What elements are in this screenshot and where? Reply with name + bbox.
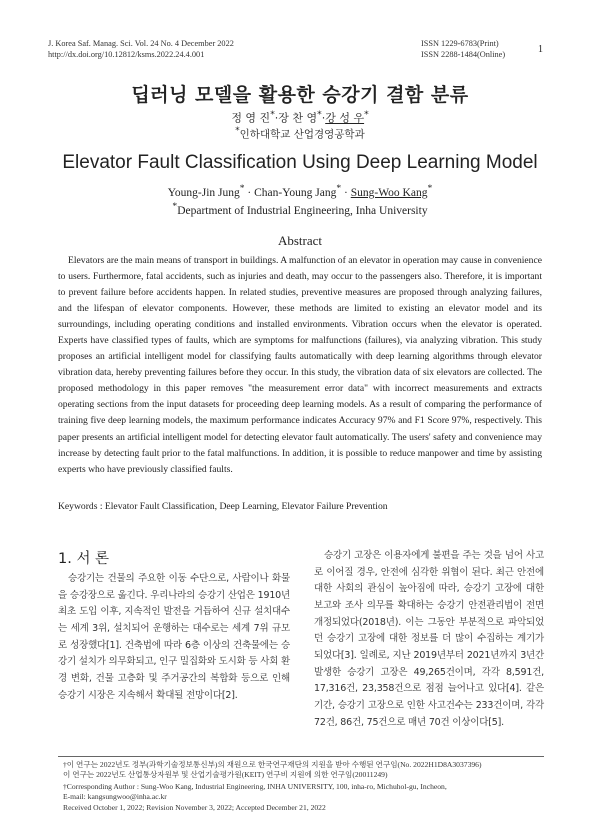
keywords-line [58, 500, 542, 514]
footnote-divider [58, 756, 544, 757]
author-mark: * [336, 183, 342, 194]
korean-author-1: 정 영 진 [231, 111, 271, 125]
intro-paragraph-1: 승강기는 건물의 주요한 이동 수단으로, 사람이나 화물을 승강장으로 옮긴다. 우리나라의 승강기 산업은 1910년 최초 도입 이후, 지속적인 발전을 거듭하여 신규 설치대수는 세계 3위, 설치되어 운행하는 대수로는 세계 7위 규모로 성장했다[1]. 건축법에 따라 6층 이상의 건축물에는 승강기 설치가 의무화되고, 인구 밀집화와 도시화 등 사회 환경 변화, 건물 고층화 및 주거공간의 복합화 등으로 인해 승강기 시장은 지속해서 확대될 전망이다[2]. [58, 573, 290, 701]
english-affiliation [0, 201, 600, 217]
affiliation-mark: * [172, 201, 178, 212]
footnote-funding-2: 이 연구는 2022년도 산업통상자원부 및 산업기술평가원(KEIT) 연구비 지원에 의한 연구임(20011249) [63, 770, 388, 779]
intro-paragraph-2: 승강기 고장은 이용자에게 불편을 주는 것을 넘어 사고로 이어질 경우, 안전에 심각한 위협이 된다. 최근 안전에 대한 사회의 관심이 높아짐에 따라, 승강기 고장에 대한 보고와 조사 의무를 확대하는 승강기 안전관리법이 전면 개정되었다(2018년). 이는 그동안 부분적으로 파악되었던 승강기 고장에 대한 정보를 더 많이 수집하는 계기가 되었다[3]. 일례로, 지난 2019년부터 2021년까지 3년간 발생한 승강기 고장은 49,265건이며, 각각 8,591건, 17,316건, 23,358건으로 점점 늘어나고 있다[4]. 같은 기간, 승강기 고장으로 인한 사고건수는 233건이며, 각각 72건, 86건, 75건으로 매년 70건 이상이다[5]. [314, 550, 544, 728]
page-number: 1 [538, 44, 543, 55]
abstract-heading: Abstract [277, 233, 323, 248]
korean-affiliation [0, 126, 600, 142]
affiliation-mark: * [235, 126, 240, 136]
journal-header-left [48, 38, 234, 60]
korean-authors [0, 109, 600, 126]
footnote-corresponding: †Corresponding Author : Sung-Woo Kang, Industrial Engineering, INHA UNIVERSITY, 100, inha-ro, Michuhol-gu, Incheon, [63, 782, 447, 791]
footnote-email[interactable]: E-mail: kangsungwoo@inha.ac.kr [63, 792, 167, 801]
issn-online: ISSN 2288-1484(Online) [421, 50, 506, 59]
korean-author-2: 장 찬 영 [278, 111, 318, 125]
english-authors [0, 183, 600, 199]
author-mark: * [270, 109, 275, 120]
keywords-label: Keywords : [58, 501, 105, 512]
author-mark: * [427, 183, 433, 194]
author-separator: · [321, 111, 326, 125]
english-affiliation-text: Department of Industrial Engineering, Inha University [177, 204, 428, 217]
english-title: Elevator Fault Classification Using Deep Learning Model [62, 152, 538, 173]
author-separator: · [274, 111, 279, 125]
english-author-1: Young-Jin Jung [167, 186, 240, 199]
footnote-dates: Received October 1, 2022; Revision November 3, 2022; Accepted December 21, 2022 [63, 803, 326, 812]
footnote-funding-1: †이 연구는 2022년도 정부(과학기술정보통신부)의 재원으로 한국연구재단의 지원을 받아 수행된 연구임(No. 2022H1D8A3037396) [63, 760, 482, 769]
author-mark: * [317, 109, 322, 120]
author-separator: · [244, 186, 255, 199]
author-separator: · [341, 186, 351, 199]
korean-author-3: 강 성 우 [325, 111, 365, 125]
doi-link[interactable]: http://dx.doi.org/10.12812/ksms.2022.24.4.001 [48, 50, 205, 59]
journal-citation: J. Korea Saf. Manag. Sci. Vol. 24 No. 4 December 2022 [48, 39, 234, 48]
english-author-3: Sung-Woo Kang [350, 186, 428, 199]
abstract-body: Elevators are the main means of transport in buildings. A malfunction of an elevator in operation may cause in convenience to users. Furthermore, fatal accidents, such as injuries and death, may occur to the passengers also. Therefore, it is important to prevent failure before accidents happen. In related studies, preventive measures are proposed through analyzing failures, and the lifespan of elevator components. However, these methods are limited to existing an elevator model and its surroundings, including operating conditions and installed environments. Vibration occurs when the elevator is operated. Experts have classified types of faults, which are symptoms for malfunctions (failures), via analyzing vibration. This study proposes an artificial intelligent model for classifying faults automatically with deep learning algorithms through elevator vibration data, hereby preventing failures before they occur. In this study, the vibration data of six elevators are collected. The proposed methodology in this paper removes "the measurement error data" with incorrect measurements and extracts operating sections from the input datasets for proceeding deep learning models. As a result of comparing the performance of training five deep learning models, the maximum performance indicates Accuracy 97% and F1 Score 97%, respectively. This paper presents an artificial intelligent model for detecting elevator fault automatically. The users' safety and convenience may increase by detecting fault prior to the fatal malfunctions. In addition, it is possible to reduce manpower and time by assisting experts who have previously classified faults. [58, 255, 542, 475]
english-author-2: Chan-Young Jang [254, 186, 337, 199]
korean-affiliation-text: 인하대학교 산업경영공학과 [239, 128, 365, 141]
author-mark: * [239, 183, 245, 194]
korean-title: 딥러닝 모델을 활용한 승강기 결함 분류 [131, 84, 469, 106]
keywords-list: Elevator Fault Classification, Deep Learning, Elevator Failure Prevention [104, 501, 388, 512]
author-mark: * [364, 109, 369, 120]
issn-print: ISSN 1229-6783(Print) [421, 39, 499, 48]
section-heading-introduction: 1. 서 론 [58, 551, 110, 567]
journal-header-right [421, 38, 505, 60]
